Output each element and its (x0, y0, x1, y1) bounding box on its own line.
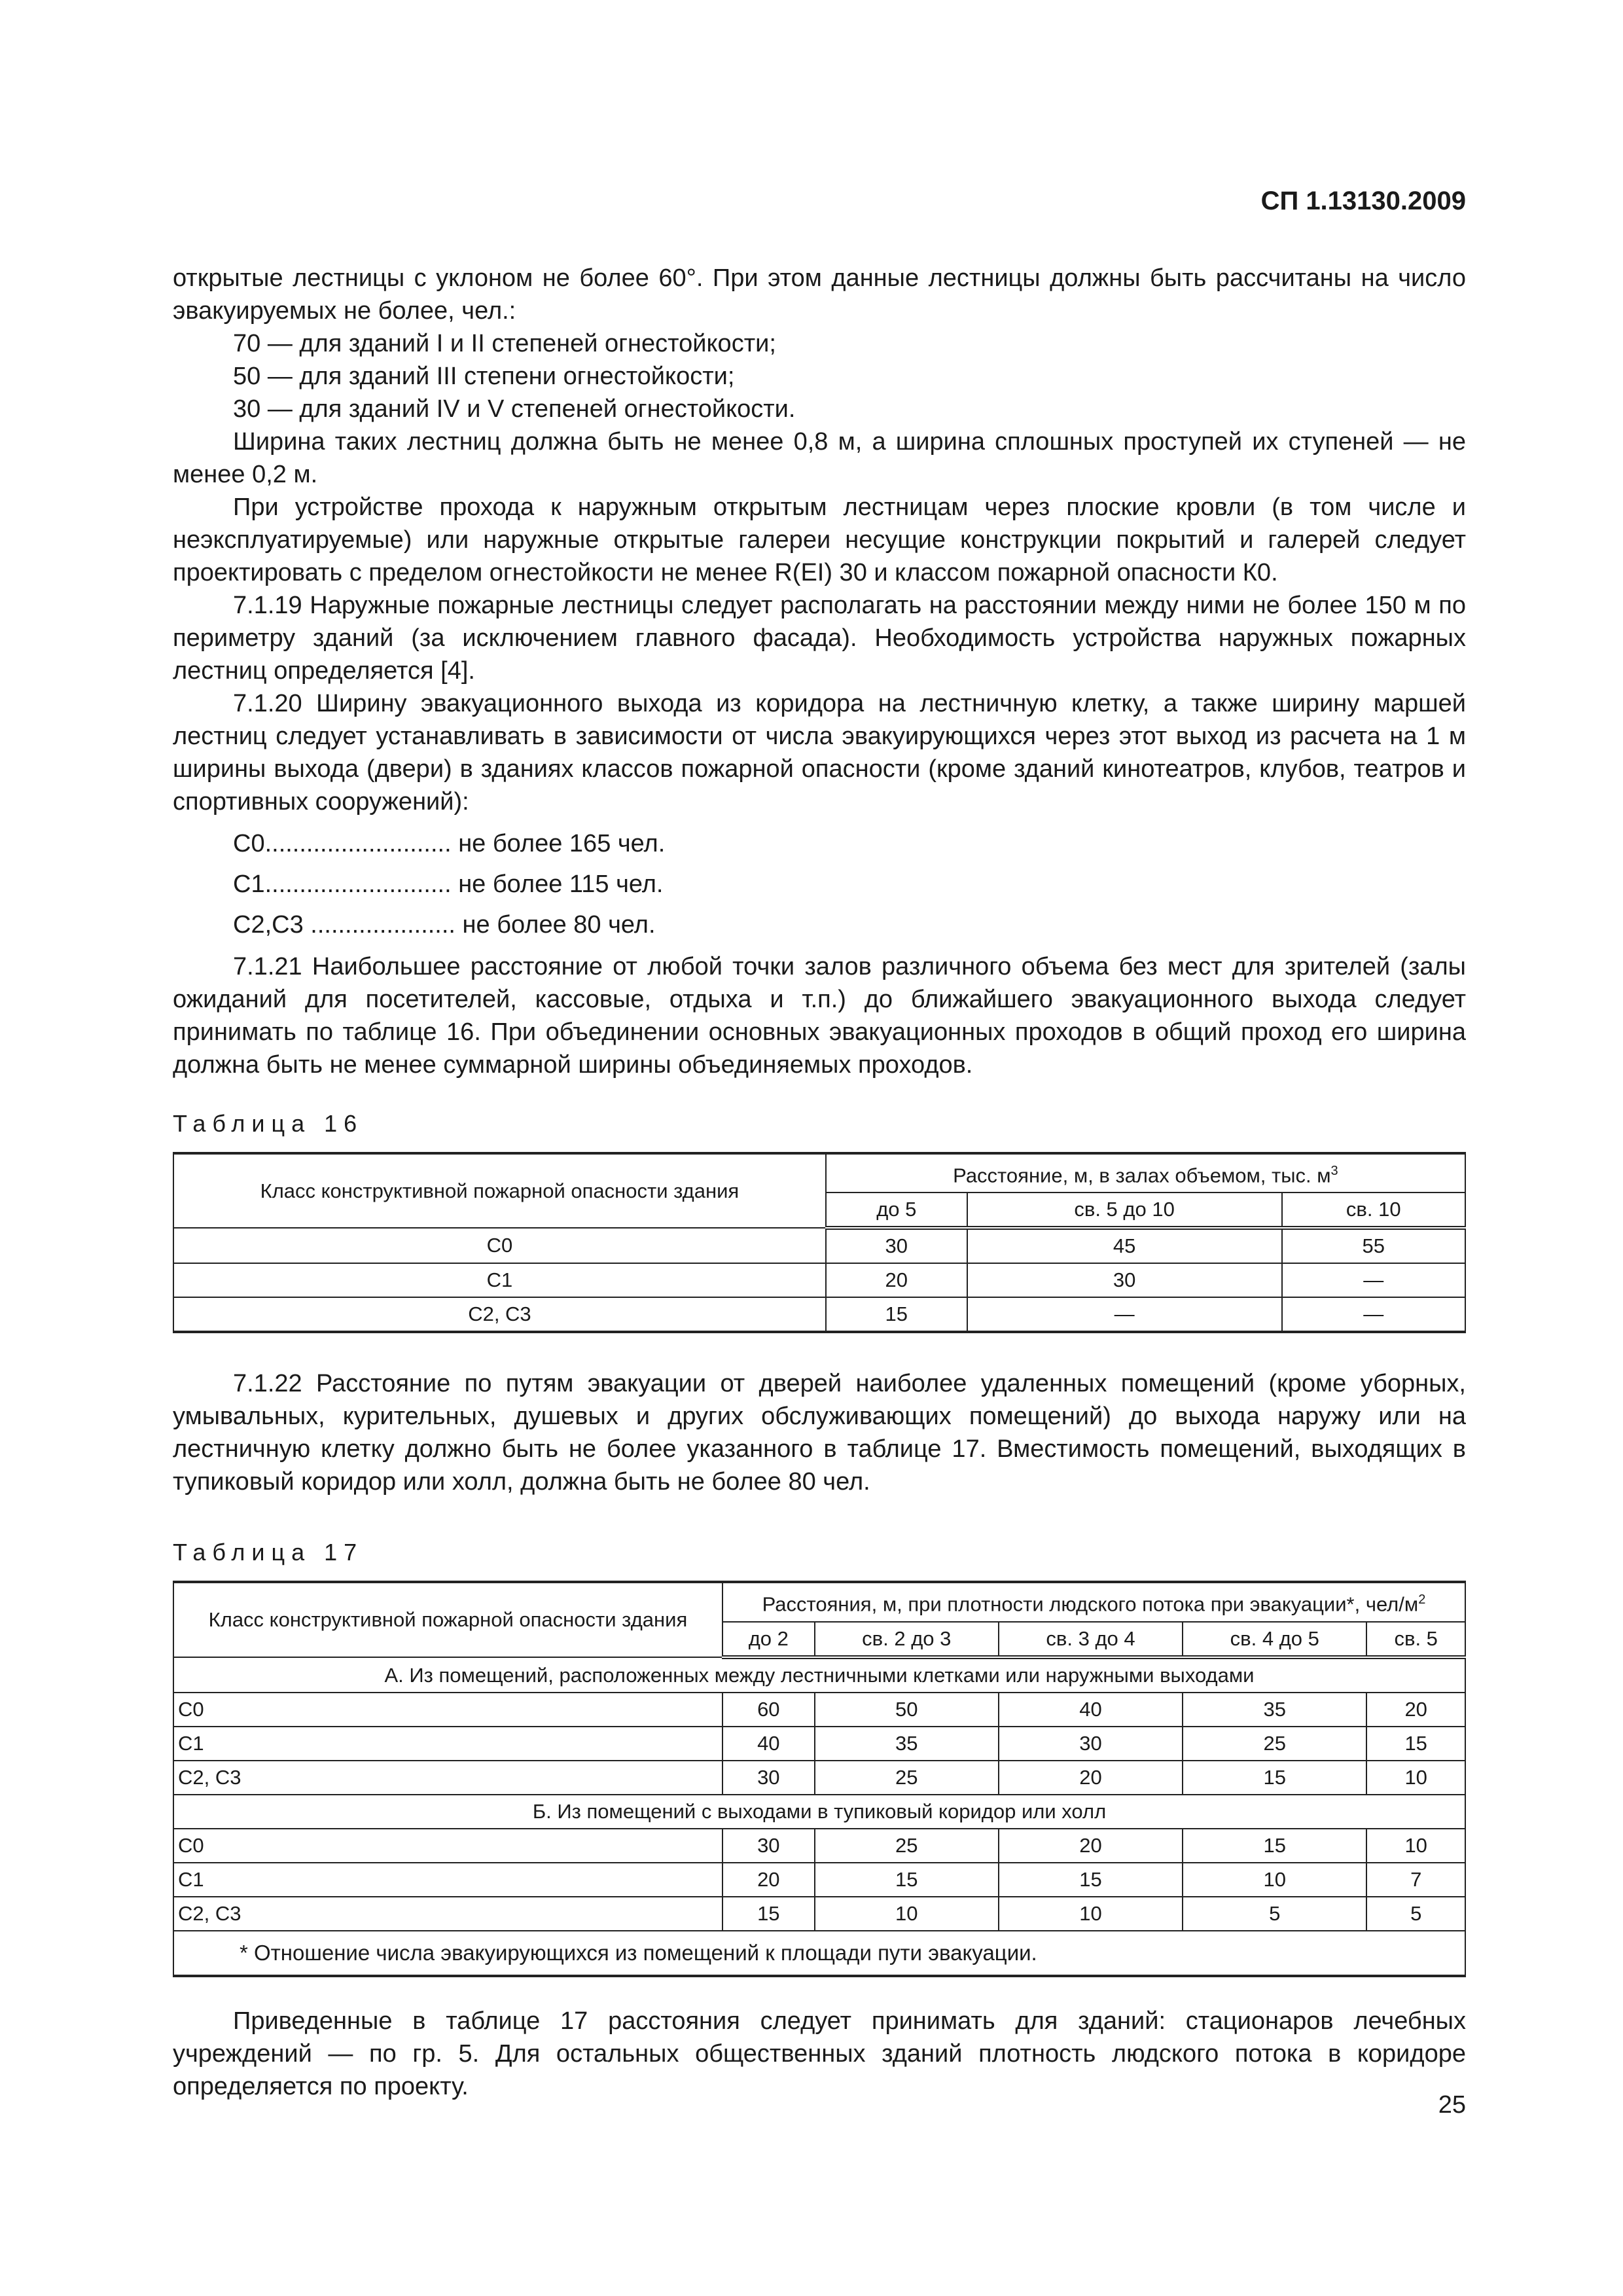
table-cell: 15 (1366, 1727, 1465, 1761)
table-cell: С1 (173, 1727, 722, 1761)
table-cell: С2, С3 (173, 1761, 722, 1795)
table-17 (173, 1581, 1466, 1977)
table-cell: 20 (1366, 1693, 1465, 1727)
table-subheader-cell: св. 2 до 3 (815, 1622, 999, 1657)
table-footnote-row (173, 1931, 1465, 1976)
table-cell: 10 (1366, 1761, 1465, 1795)
table-cell: 15 (815, 1863, 999, 1897)
table-subheader-cell: св. 3 до 4 (999, 1622, 1183, 1657)
table-cell: 25 (815, 1829, 999, 1863)
table-cell: С1 (173, 1863, 722, 1897)
table-16-caption: Таблица 16 (173, 1110, 364, 1137)
table-row (173, 1263, 1465, 1297)
list-item: 70 — для зданий I и II степеней огнестойкости; (233, 330, 776, 357)
table-cell: 30 (967, 1263, 1282, 1297)
table-row (173, 1761, 1465, 1795)
table-cell: 40 (999, 1693, 1183, 1727)
table-cell: 15 (1183, 1829, 1366, 1863)
table-cell: 20 (722, 1863, 815, 1897)
table-cell: 15 (722, 1897, 815, 1931)
table-section-row (173, 1657, 1465, 1693)
table-section-row (173, 1795, 1465, 1829)
paragraph: Ширина таких лестниц должна быть не менее 0,8 м, а ширина сплошных проступей их ступеней — не менее 0,2 м. (173, 428, 1466, 488)
page-number: 25 (1438, 2091, 1466, 2119)
dotted-list-item: С0........................... не более 165 чел. (233, 830, 666, 857)
table-header-cell: Класс конструктивной пожарной опасности здания (173, 1582, 722, 1657)
paragraph-7-1-20: 7.1.20 Ширину эвакуационного выхода из коридора на лестничную клетку, а также ширину маршей лестниц следует устанавливать в зависимости от числа эвакуирующихся через этот выход из расчета на 1 м ширины выхода (двери) в зданиях классов пожарной опасности (кроме зданий кинотеатров, клубов, театров и спортивных сооружений): (173, 690, 1466, 816)
section-b-title: Б. Из помещений с выходами в тупиковый коридор или холл (173, 1795, 1465, 1829)
table-cell: С2, С3 (173, 1897, 722, 1931)
table-cell: 5 (1366, 1897, 1465, 1931)
table-cell: — (1282, 1263, 1465, 1297)
table-cell: С0 (173, 1693, 722, 1727)
table-row (173, 1693, 1465, 1727)
table-cell: 30 (722, 1761, 815, 1795)
table-cell: 15 (826, 1297, 967, 1332)
paragraph: открытые лестницы с уклоном не более 60°. При этом данные лестницы должны быть рассчитаны на число эвакуируемых не более, чел.: (173, 264, 1466, 325)
table-cell: С1 (173, 1263, 826, 1297)
table-cell: С0 (173, 1228, 826, 1263)
table-cell: 10 (999, 1897, 1183, 1931)
table-cell: 35 (1183, 1693, 1366, 1727)
table-row (173, 1863, 1465, 1897)
table-cell: 10 (815, 1897, 999, 1931)
table-cell: 15 (999, 1863, 1183, 1897)
table-row (173, 1897, 1465, 1931)
table-cell: 50 (815, 1693, 999, 1727)
paragraph: При устройстве прохода к наружным открытым лестницам через плоские кровли (в том числе и неэксплуатируемые) или наружные открытые галереи несущие конструкции покрытий и галерей следует проектировать с пределом огнестойкости не менее R(EI) 30 и классом пожарной опасности К0. (173, 493, 1466, 586)
table-cell: 40 (722, 1727, 815, 1761)
table-cell: С0 (173, 1829, 722, 1863)
document-code-header: СП 1.13130.2009 (1260, 187, 1466, 215)
section-a-title: А. Из помещений, расположенных между лестничными клетками или наружными выходами (173, 1657, 1465, 1693)
table-subheader-cell: св. 5 (1366, 1622, 1465, 1657)
table-16 (173, 1152, 1466, 1333)
list-item: 30 — для зданий IV и V степеней огнестойкости. (233, 395, 796, 423)
table-cell: 30 (826, 1228, 967, 1263)
table-cell: 5 (1183, 1897, 1366, 1931)
paragraph: Приведенные в таблице 17 расстояния следует принимать для зданий: стационаров лечебных учреждений — по гр. 5. Для остальных общественных зданий плотность людского потока в коридоре определяется по проекту. (173, 2007, 1466, 2100)
table-subheader-cell: до 2 (722, 1622, 815, 1657)
table-group-header: Расстояния, м, при плотности людского потока при эвакуации*, чел/$м^2$ (722, 1582, 1465, 1621)
table-row (173, 1727, 1465, 1761)
table-cell: 30 (999, 1727, 1183, 1761)
table-cell: 25 (815, 1761, 999, 1795)
table-row (173, 1228, 1465, 1263)
table-header-cell: Класс конструктивной пожарной опасности здания (173, 1153, 826, 1228)
table-cell: 20 (999, 1829, 1183, 1863)
table-row (173, 1829, 1465, 1863)
dotted-list-item: С1........................... не более 115 чел. (233, 870, 664, 898)
table-cell: 55 (1282, 1228, 1465, 1263)
document-body (173, 262, 1466, 2103)
table-17-caption: Таблица 17 (173, 1539, 364, 1566)
table-group-header: Расстояние, м, в залах объемом, тыс. $м^3$ (826, 1153, 1465, 1193)
table-subheader-cell: до 5 (826, 1193, 967, 1228)
table-footnote: * Отношение числа эвакуирующихся из помещений к площади пути эвакуации. (173, 1931, 1465, 1976)
table-cell: — (967, 1297, 1282, 1332)
table-subheader-cell: св. 10 (1282, 1193, 1465, 1228)
table-cell: 20 (999, 1761, 1183, 1795)
dotted-list-item: С2,С3 ..................... не более 80 чел. (233, 911, 656, 939)
table-cell: 7 (1366, 1863, 1465, 1897)
table-cell: С2, С3 (173, 1297, 826, 1332)
table-subheader-cell: св. 5 до 10 (967, 1193, 1282, 1228)
table-cell: — (1282, 1297, 1465, 1332)
table-cell: 30 (722, 1829, 815, 1863)
table-cell: 10 (1366, 1829, 1465, 1863)
table-cell: 60 (722, 1693, 815, 1727)
paragraph-7-1-21: 7.1.21 Наибольшее расстояние от любой точки залов различного объема без мест для зрителей (залы ожиданий для посетителей, кассовые, отдыха и т.п.) до ближайшего эвакуационного выхода следует принимать по таблице 16. При объединении основных эвакуационных проходов в общий проход его ширина должна быть не менее суммарной ширины объединяемых проходов. (173, 953, 1466, 1079)
table-cell: 35 (815, 1727, 999, 1761)
table-cell: 15 (1183, 1761, 1366, 1795)
table-cell: 10 (1183, 1863, 1366, 1897)
paragraph-7-1-19: 7.1.19 Наружные пожарные лестницы следует располагать на расстоянии между ними не более 150 м по периметру зданий (за исключением главного фасада). Необходимость устройства наружных пожарных лестниц определяется [4]. (173, 592, 1466, 685)
table-cell: 45 (967, 1228, 1282, 1263)
table-row (173, 1297, 1465, 1332)
paragraph-7-1-22: 7.1.22 Расстояние по путям эвакуации от дверей наиболее удаленных помещений (кроме уборных, умывальных, курительных, душевых и других обслуживающих помещений) до выхода наружу или на лестничную клетку должно быть не более указанного в таблице 17. Вместимость помещений, выходящих в тупиковый коридор или холл, должна быть не более 80 чел. (173, 1370, 1466, 1496)
table-cell: 20 (826, 1263, 967, 1297)
table-cell: 25 (1183, 1727, 1366, 1761)
list-item: 50 — для зданий III степени огнестойкости; (233, 363, 735, 390)
table-subheader-cell: св. 4 до 5 (1183, 1622, 1366, 1657)
